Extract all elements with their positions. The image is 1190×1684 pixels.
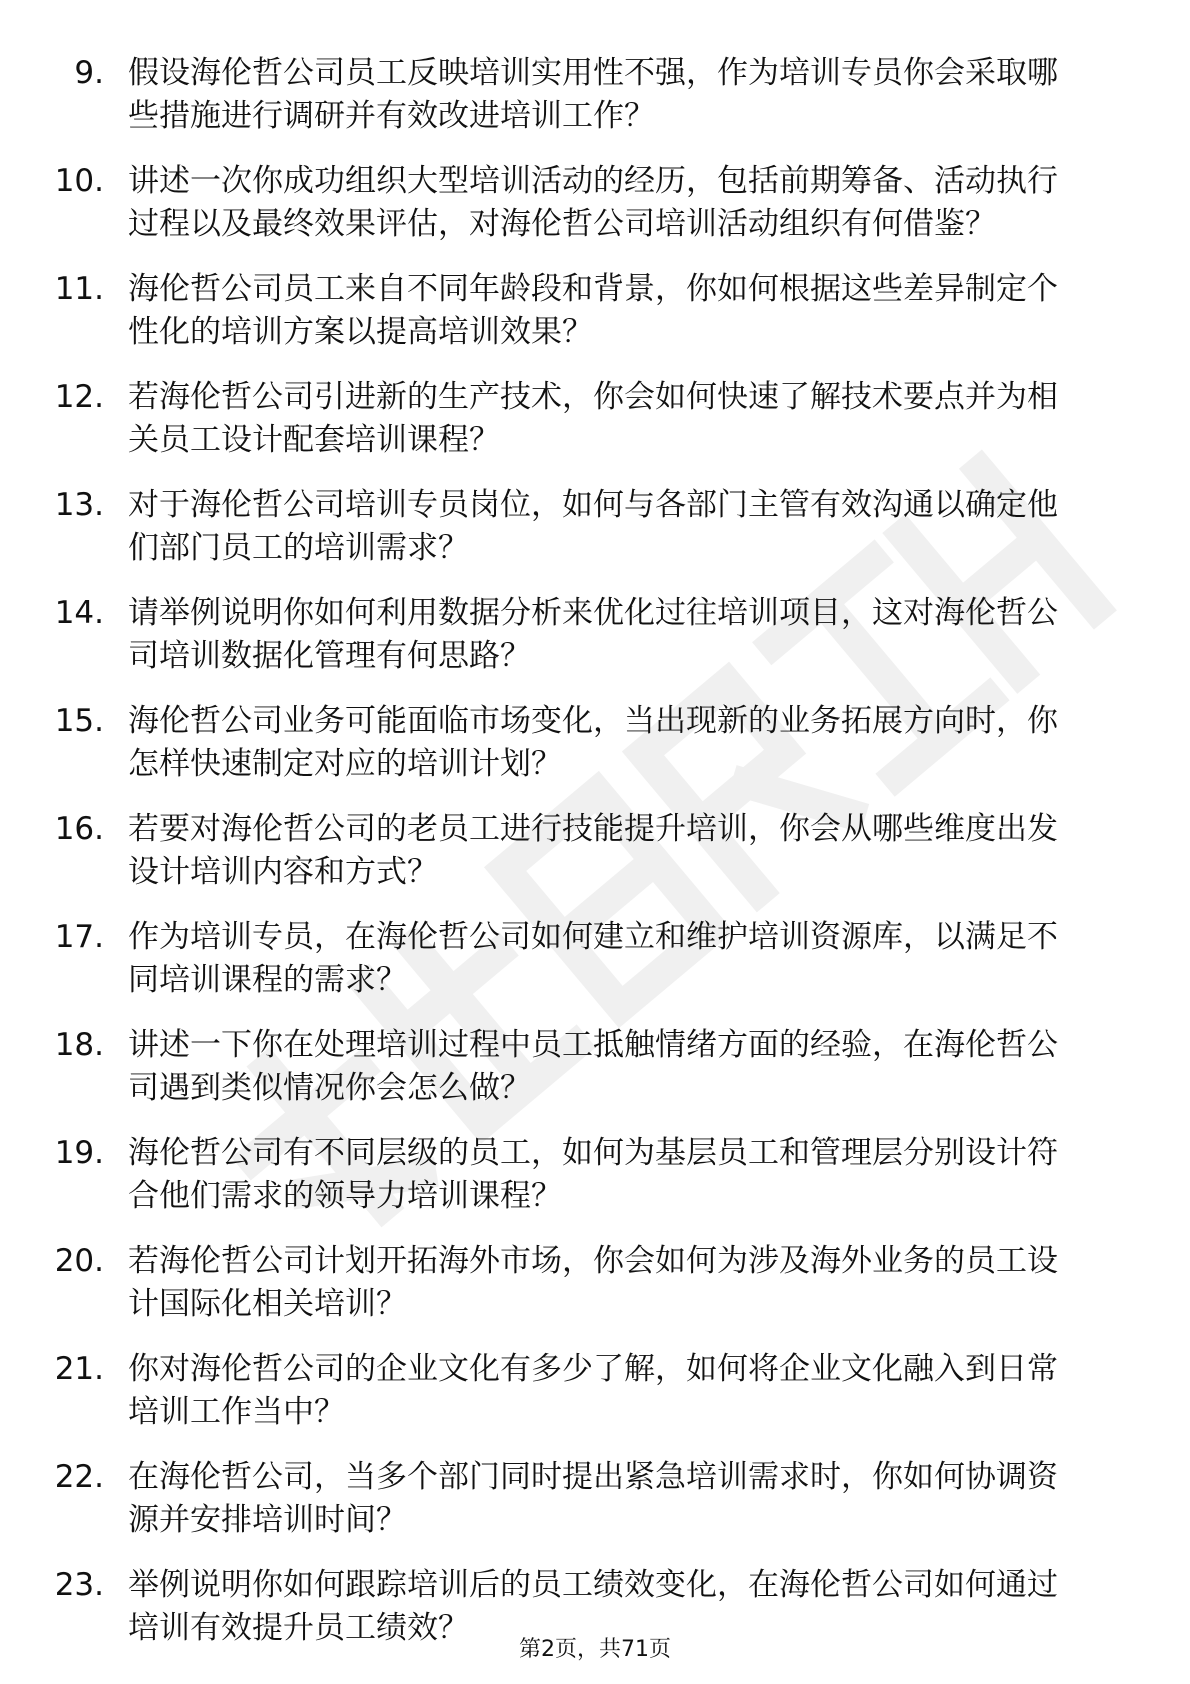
question-item [0,52,1190,138]
question-text: 若海伦哲公司引进新的生产技术，你会如何快速了解技术要点并为相关员工设计配套培训课程？ [128,379,1058,458]
question-item [0,700,1190,786]
question-number: 19. [54,1135,104,1171]
question-text: 在海伦哲公司，当多个部门同时提出紧急培训需求时，你如何协调资源并安排培训时间？ [128,1459,1058,1538]
question-number: 18. [54,1027,104,1063]
question-number: 14. [54,595,104,631]
question-text: 请举例说明你如何利用数据分析来优化过往培训项目，这对海伦哲公司培训数据化管理有何思路？ [128,595,1058,674]
question-item [0,1240,1190,1326]
question-number: 13. [54,487,104,523]
question-number: 16. [54,811,104,847]
question-number: 21. [54,1351,104,1387]
question-text: 讲述一次你成功组织大型培训活动的经历，包括前期筹备、活动执行过程以及最终效果评估，对海伦哲公司培训活动组织有何借鉴？ [128,163,1058,242]
question-text: 海伦哲公司业务可能面临市场变化，当出现新的业务拓展方向时，你怎样快速制定对应的培训计划？ [128,703,1058,782]
question-text: 作为培训专员，在海伦哲公司如何建立和维护培训资源库，以满足不同培训课程的需求？ [128,919,1058,998]
question-item [0,484,1190,570]
question-text: 若海伦哲公司计划开拓海外市场，你会如何为涉及海外业务的员工设计国际化相关培训？ [128,1243,1058,1322]
question-number: 17. [54,919,104,955]
question-number: 12. [54,379,104,415]
question-item [0,160,1190,246]
question-item [0,916,1190,1002]
question-list [0,52,1190,1672]
question-text: 假设海伦哲公司员工反映培训实用性不强，作为培训专员你会采取哪些措施进行调研并有效改进培训工作？ [128,55,1058,134]
question-text: 海伦哲公司员工来自不同年龄段和背景，你如何根据这些差异制定个性化的培训方案以提高培训效果？ [128,271,1058,350]
question-number: 23. [54,1567,104,1603]
question-item [0,1132,1190,1218]
question-item [0,1348,1190,1434]
question-number: 20. [54,1243,104,1279]
question-item [0,376,1190,462]
question-number: 10. [54,163,104,199]
question-item [0,808,1190,894]
question-number: 22. [54,1459,104,1495]
question-text: 举例说明你如何跟踪培训后的员工绩效变化，在海伦哲公司如何通过培训有效提升员工绩效？ [128,1567,1058,1646]
question-text: 你对海伦哲公司的企业文化有多少了解，如何将企业文化融入到日常培训工作当中？ [128,1351,1058,1430]
question-number: 15. [54,703,104,739]
question-item [0,1024,1190,1110]
question-text: 讲述一下你在处理培训过程中员工抵触情绪方面的经验，在海伦哲公司遇到类似情况你会怎么做？ [128,1027,1058,1106]
question-text: 海伦哲公司有不同层级的员工，如何为基层员工和管理层分别设计符合他们需求的领导力培训课程？ [128,1135,1058,1214]
question-text: 对于海伦哲公司培训专员岗位，如何与各部门主管有效沟通以确定他们部门员工的培训需求？ [128,487,1058,566]
question-number: 11. [54,271,104,307]
question-item [0,1456,1190,1542]
question-text: 若要对海伦哲公司的老员工进行技能提升培训，你会从哪些维度出发设计培训内容和方式？ [128,811,1058,890]
page-number-label: 第2页，共71页 [519,1637,671,1662]
page-footer [0,1636,1190,1664]
question-item [0,268,1190,354]
question-item [0,592,1190,678]
question-number: 9. [74,55,104,91]
